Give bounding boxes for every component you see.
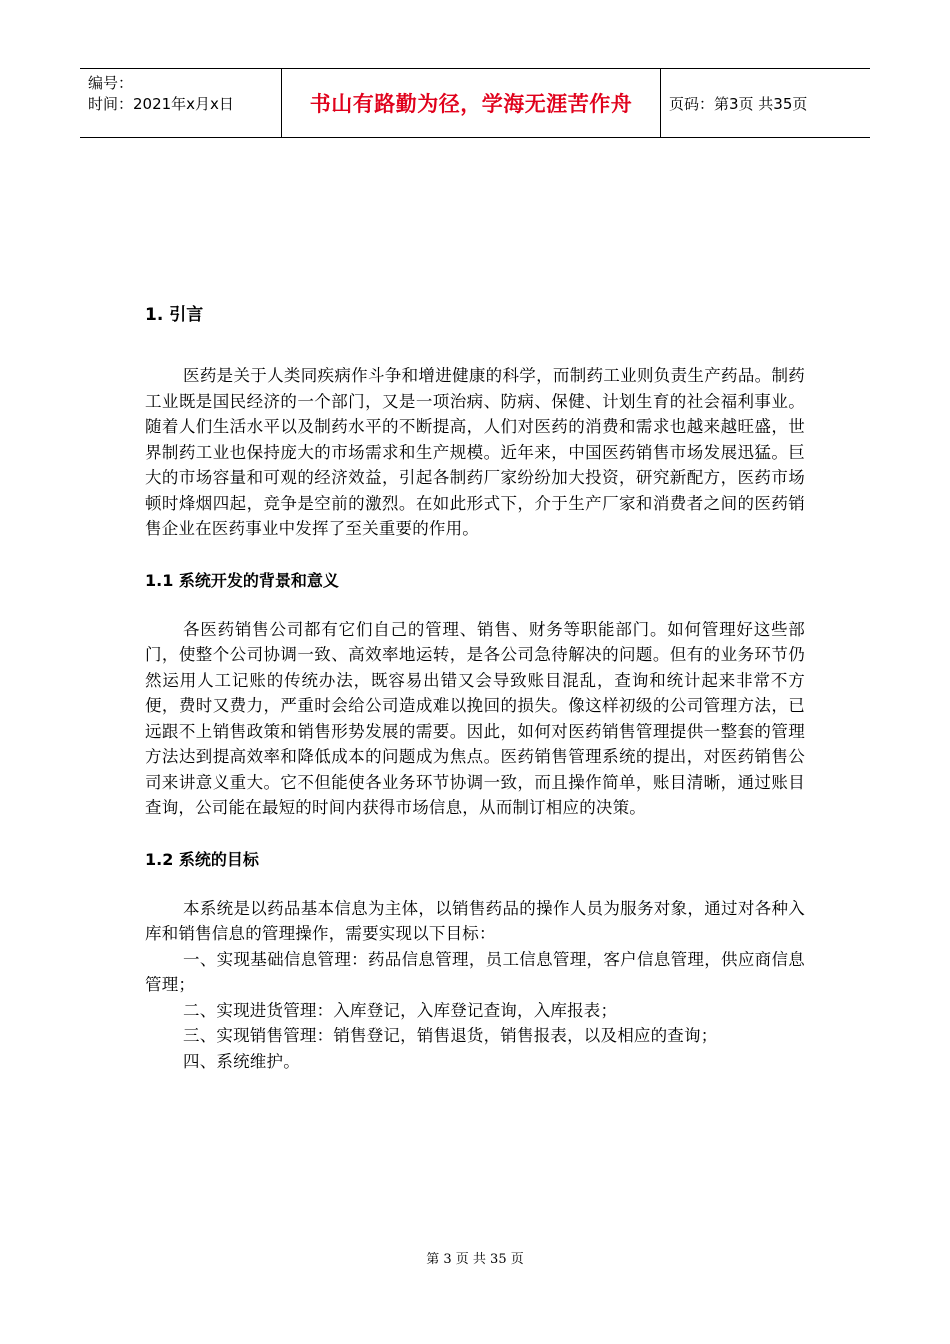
- document-body: [145, 300, 805, 1074]
- time-label: 时间：2021年x月x日: [88, 95, 234, 113]
- section-1-title: 1. 引言: [145, 305, 204, 325]
- section-1-1-paragraph: 各医药销售公司都有它们自己的管理、销售、财务等职能部门。如何管理好这些部门，使整个公司协调一致、高效率地运转，是各公司急待解决的问题。但有的业务环节仍然运用人工记账的传统办法，既容易出错又会导致账目混乱，查询和统计起来非常不方便，费时又费力，严重时会给公司造成难以挽回的损失。像这样初级的公司管理方法，已远跟不上销售政策和销售形势发展的需要。因此，如何对医药销售管理提供一整套的管理方法达到提高效率和降低成本的问题成为焦点。医药销售管理系统的提出，对医药销售公司来讲意义重大。它不但能使各业务环节协调一致，而且操作简单，账目清晰，通过账目查询，公司能在最短的时间内获得市场信息，从而制订相应的决策。: [145, 619, 805, 817]
- goal-list: [145, 947, 805, 1075]
- section-1-paragraph: 医药是关于人类同疾病作斗争和增进健康的科学，而制药工业则负责生产药品。制药工业既是国民经济的一个部门，又是一项治病、防病、保健、计划生育的社会福利事业。随着人们生活水平以及制药水平的不断提高，人们对医药的消费和需求也越来越旺盛，世界制药工业也保持庞大的市场需求和生产规模。近年来，中国医药销售市场发展迅猛。巨大的市场容量和可观的经济效益，引起各制药厂家纷纷加大投资，研究新配方，医药市场顿时烽烟四起，竞争是空前的激烈。在如此形式下，介于生产厂家和消费者之间的医药销售企业在医药事业中发挥了至关重要的作用。: [145, 366, 805, 538]
- header-page-info: 页码：第3页 共35页: [669, 94, 808, 113]
- section-1-2-paragraph: 本系统是以药品基本信息为主体，以销售药品的操作人员为服务对象，通过对各种入库和销售信息的管理操作，需要实现以下目标：: [145, 898, 805, 943]
- page-footer: 第 3 页 共 35 页: [426, 1252, 524, 1267]
- section-1-2-title: 1.2 系统的目标: [145, 849, 259, 869]
- section-1-1-title: 1.1 系统开发的背景和意义: [145, 570, 339, 590]
- goal-item: 三、实现销售管理：销售登记，销售退货，销售报表，以及相应的查询；: [183, 1026, 718, 1045]
- goal-item: 四、系统维护。: [183, 1051, 300, 1071]
- header-motto: 书山有路勤为径，学海无涯苦作舟: [282, 69, 661, 137]
- goal-item: 二、实现进货管理：入库登记，入库登记查询，入库报表；: [183, 1000, 618, 1020]
- header-meta: [80, 69, 282, 137]
- page-header: [80, 68, 870, 138]
- goal-item: 一、实现基础信息管理：药品信息管理，员工信息管理，客户信息管理，供应商信息管理；: [145, 949, 805, 994]
- number-label: 编号：: [88, 74, 134, 92]
